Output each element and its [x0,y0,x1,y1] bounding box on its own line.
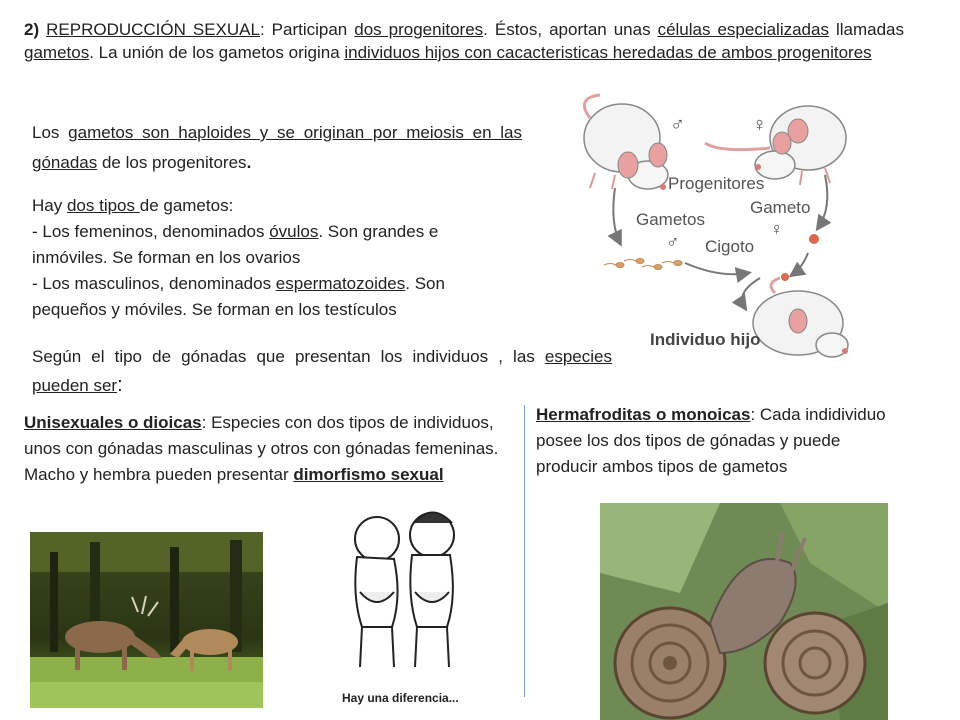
egg-illustration [809,234,819,244]
snails-photo [600,503,888,720]
gametos-label: Gametos [636,210,705,229]
hermaphrodite-heading: Hermafroditas o monoicas [536,405,751,424]
text: Los [32,123,69,142]
female-gametes [32,219,502,271]
hermaphrodite-paragraph [536,402,906,480]
haploid-term: gametos son haploides y se originan por meiosis en las gónadas [32,123,522,172]
text: : Cada indidividuo posee los dos tipos de gónadas y puede producir ambos tipos de gametos [536,405,886,476]
text: llamadas [828,20,904,39]
offspring-label: Individuo hijo [650,330,761,349]
snail-left-illustration [615,608,725,718]
female-symbol: ♀ [752,114,767,136]
text: : Especies con dos tipos de individuos, unos con gónadas masculinas y otros con gónadas femeninas. Macho y hembra pueden presentar [24,413,499,484]
parents-term: dos progenitores [354,20,484,39]
text: : [117,374,123,396]
arrow-zygote-to-offspring [742,278,760,308]
male-mouse-illustration [584,95,668,190]
text: Según el tipo de gónadas que presentan los individuos , las [32,347,545,366]
kids-caption: Hay una diferencia... [342,691,459,705]
arrow-egg-to-zygote [792,253,808,275]
two-types-term: dos tipos [66,196,140,215]
offspring-mouse-illustration [753,278,848,357]
text: . Éstos, aportan unas [483,20,658,39]
gametes-term: gametos [24,43,90,62]
children-cartoon [322,497,482,709]
cells-term: células especializadas [657,20,829,39]
male-symbol: ♂ [670,114,685,136]
snail-right-illustration [765,613,865,713]
text: - Los masculinos, denominados [32,274,276,293]
text: - Los femeninos, denominados [32,222,270,241]
text: . Son pequeños y móviles. Se forman en los testículos [32,274,445,319]
unisexual-heading: Unisexuales o dioicas [24,413,202,432]
species-term: especies pueden ser [32,347,612,395]
sperm-illustration [604,259,682,270]
title-paragraph [24,18,904,64]
text: : Participan [259,20,355,39]
species-paragraph [32,343,612,400]
arrow-sperm-to-zygote [685,263,748,274]
text: Hay [32,196,67,215]
offspring-term: individuos hijos con cacacteristicas heredadas de ambos progenitores [344,43,872,62]
text: de los progenitores [97,153,247,172]
zygote-illustration [781,273,789,281]
types-intro [32,193,502,219]
progenitores-label: Progenitores [668,174,765,193]
gamete-types-paragraph [32,193,502,323]
text: . Son grandes e inmóviles. Se forman en los ovarios [32,222,439,267]
text: . [246,153,252,172]
arrow-male-to-gametes [613,188,620,243]
gameto-label: Gameto [750,198,811,217]
ovules-term: óvulos [269,222,319,241]
section-heading: REPRODUCCIÓN SEXUAL [46,20,260,39]
cigoto-label: Cigoto [705,237,755,256]
sperm-term: espermatozoides [275,274,406,293]
deer-photo [30,532,263,708]
text: de gametos: [139,196,234,215]
dimorphism-term: dimorfismo sexual [293,465,444,484]
female-gamete-symbol: ♀ [770,219,784,239]
text: . La unión de los gametos origina [89,43,345,62]
male-gamete-symbol: ♂ [666,232,680,252]
reproduction-diagram [570,93,860,368]
column-divider [524,405,525,697]
haploid-paragraph [32,118,522,178]
section-number: 2) [24,20,40,39]
arrow-female-to-gamete [818,175,827,228]
unisexual-paragraph [24,410,509,488]
male-gametes [32,271,502,323]
